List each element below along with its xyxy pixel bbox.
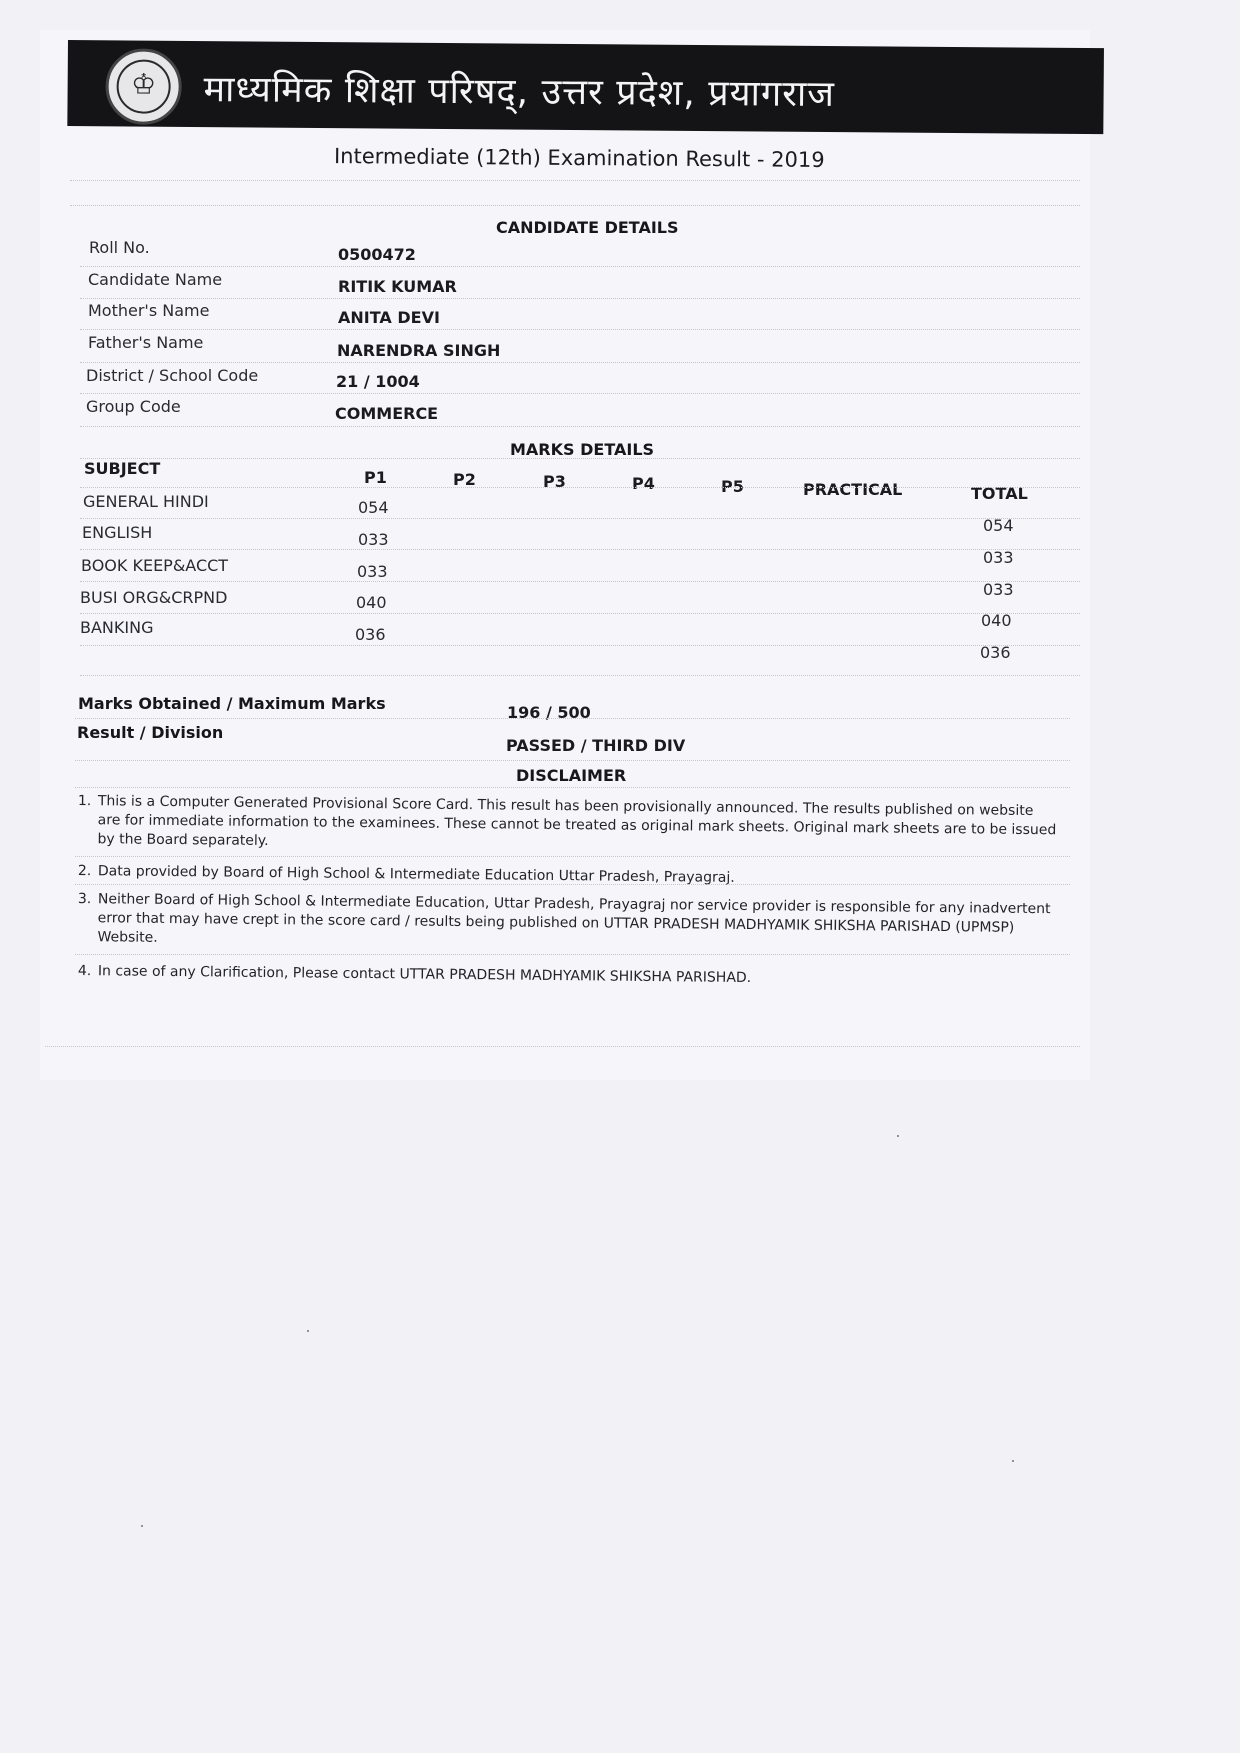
group-code-value: COMMERCE: [335, 404, 439, 423]
total-cell: 033: [983, 580, 1014, 599]
disclaimer-item: 1. This is a Computer Generated Provisional Score Card. This result has been provisionally announced. The results published on website are for immediate information to the examinees. These cannot be treated as original mark sheets. Original mark sheets are to be issued by the Board separately.: [77, 792, 1057, 849]
p4-column-header: P4: [632, 474, 655, 493]
practical-column-header: PRACTICAL: [803, 480, 903, 499]
district-school-code-label: District / School Code: [86, 366, 259, 385]
total-cell: 033: [983, 548, 1014, 567]
group-code-label: Group Code: [86, 397, 181, 416]
p1-cell: 036: [355, 625, 386, 644]
result-division-value: PASSED / THIRD DIV: [506, 736, 686, 755]
marks-obtained-value: 196 / 500: [507, 703, 591, 722]
subject-cell: BUSI ORG&CRPND: [80, 588, 228, 607]
marks-details-heading: MARKS DETAILS: [510, 440, 655, 459]
board-name: माध्यमिक शिक्षा परिषद्, उत्तर प्रदेश, प्रयागराज: [203, 69, 836, 116]
page-title: Intermediate (12th) Examination Result - 2019: [333, 144, 825, 172]
result-division-label: Result / Division: [77, 723, 224, 742]
father-name-value: NARENDRA SINGH: [337, 341, 501, 360]
candidate-details-heading: CANDIDATE DETAILS: [496, 218, 679, 237]
father-name-label: Father's Name: [88, 333, 204, 352]
p5-column-header: P5: [721, 477, 744, 496]
roll-no-label: Roll No.: [89, 238, 150, 257]
p1-cell: 033: [358, 530, 389, 549]
p1-column-header: P1: [364, 468, 387, 487]
subject-column-header: SUBJECT: [84, 459, 161, 478]
disclaimer-item: 2. Data provided by Board of High School & Intermediate Education Uttar Pradesh, Prayagraj.: [77, 862, 735, 886]
disclaimer-heading: DISCLAIMER: [516, 766, 627, 785]
total-cell: 036: [980, 643, 1011, 662]
header-banner: [67, 40, 1104, 134]
subject-cell: BOOK KEEP&ACCT: [81, 556, 229, 575]
p3-column-header: P3: [543, 472, 566, 491]
disclaimer-item: 4. In case of any Clarification, Please contact UTTAR PRADESH MADHYAMIK SHIKSHA PARISHAD.: [77, 962, 752, 987]
candidate-name-value: RITIK KUMAR: [338, 277, 457, 296]
p1-cell: 054: [358, 498, 389, 517]
disclaimer-item: 3. Neither Board of High School & Intermediate Education, Uttar Pradesh, Prayagraj nor service provider is responsible for any inadvertent error that may have crept in the score card / results being published on UTTAR PRADESH MADHYAMIK SHIKSHA PARISHAD (UPMSP) Website.: [77, 890, 1051, 946]
total-cell: 040: [981, 611, 1012, 630]
roll-no-value: 0500472: [338, 245, 416, 264]
total-column-header: TOTAL: [971, 484, 1028, 503]
p1-cell: 033: [357, 562, 388, 581]
board-emblem-icon: ♔: [105, 48, 182, 125]
p2-column-header: P2: [453, 470, 476, 489]
total-cell: 054: [983, 516, 1014, 535]
candidate-name-label: Candidate Name: [88, 270, 223, 289]
mother-name-label: Mother's Name: [88, 301, 210, 320]
district-school-code-value: 21 / 1004: [336, 372, 420, 391]
p1-cell: 040: [356, 593, 387, 612]
subject-cell: ENGLISH: [82, 523, 153, 542]
mother-name-value: ANITA DEVI: [338, 308, 440, 327]
subject-cell: GENERAL HINDI: [83, 492, 209, 511]
marks-obtained-label: Marks Obtained / Maximum Marks: [78, 694, 386, 713]
subject-cell: BANKING: [80, 618, 154, 637]
